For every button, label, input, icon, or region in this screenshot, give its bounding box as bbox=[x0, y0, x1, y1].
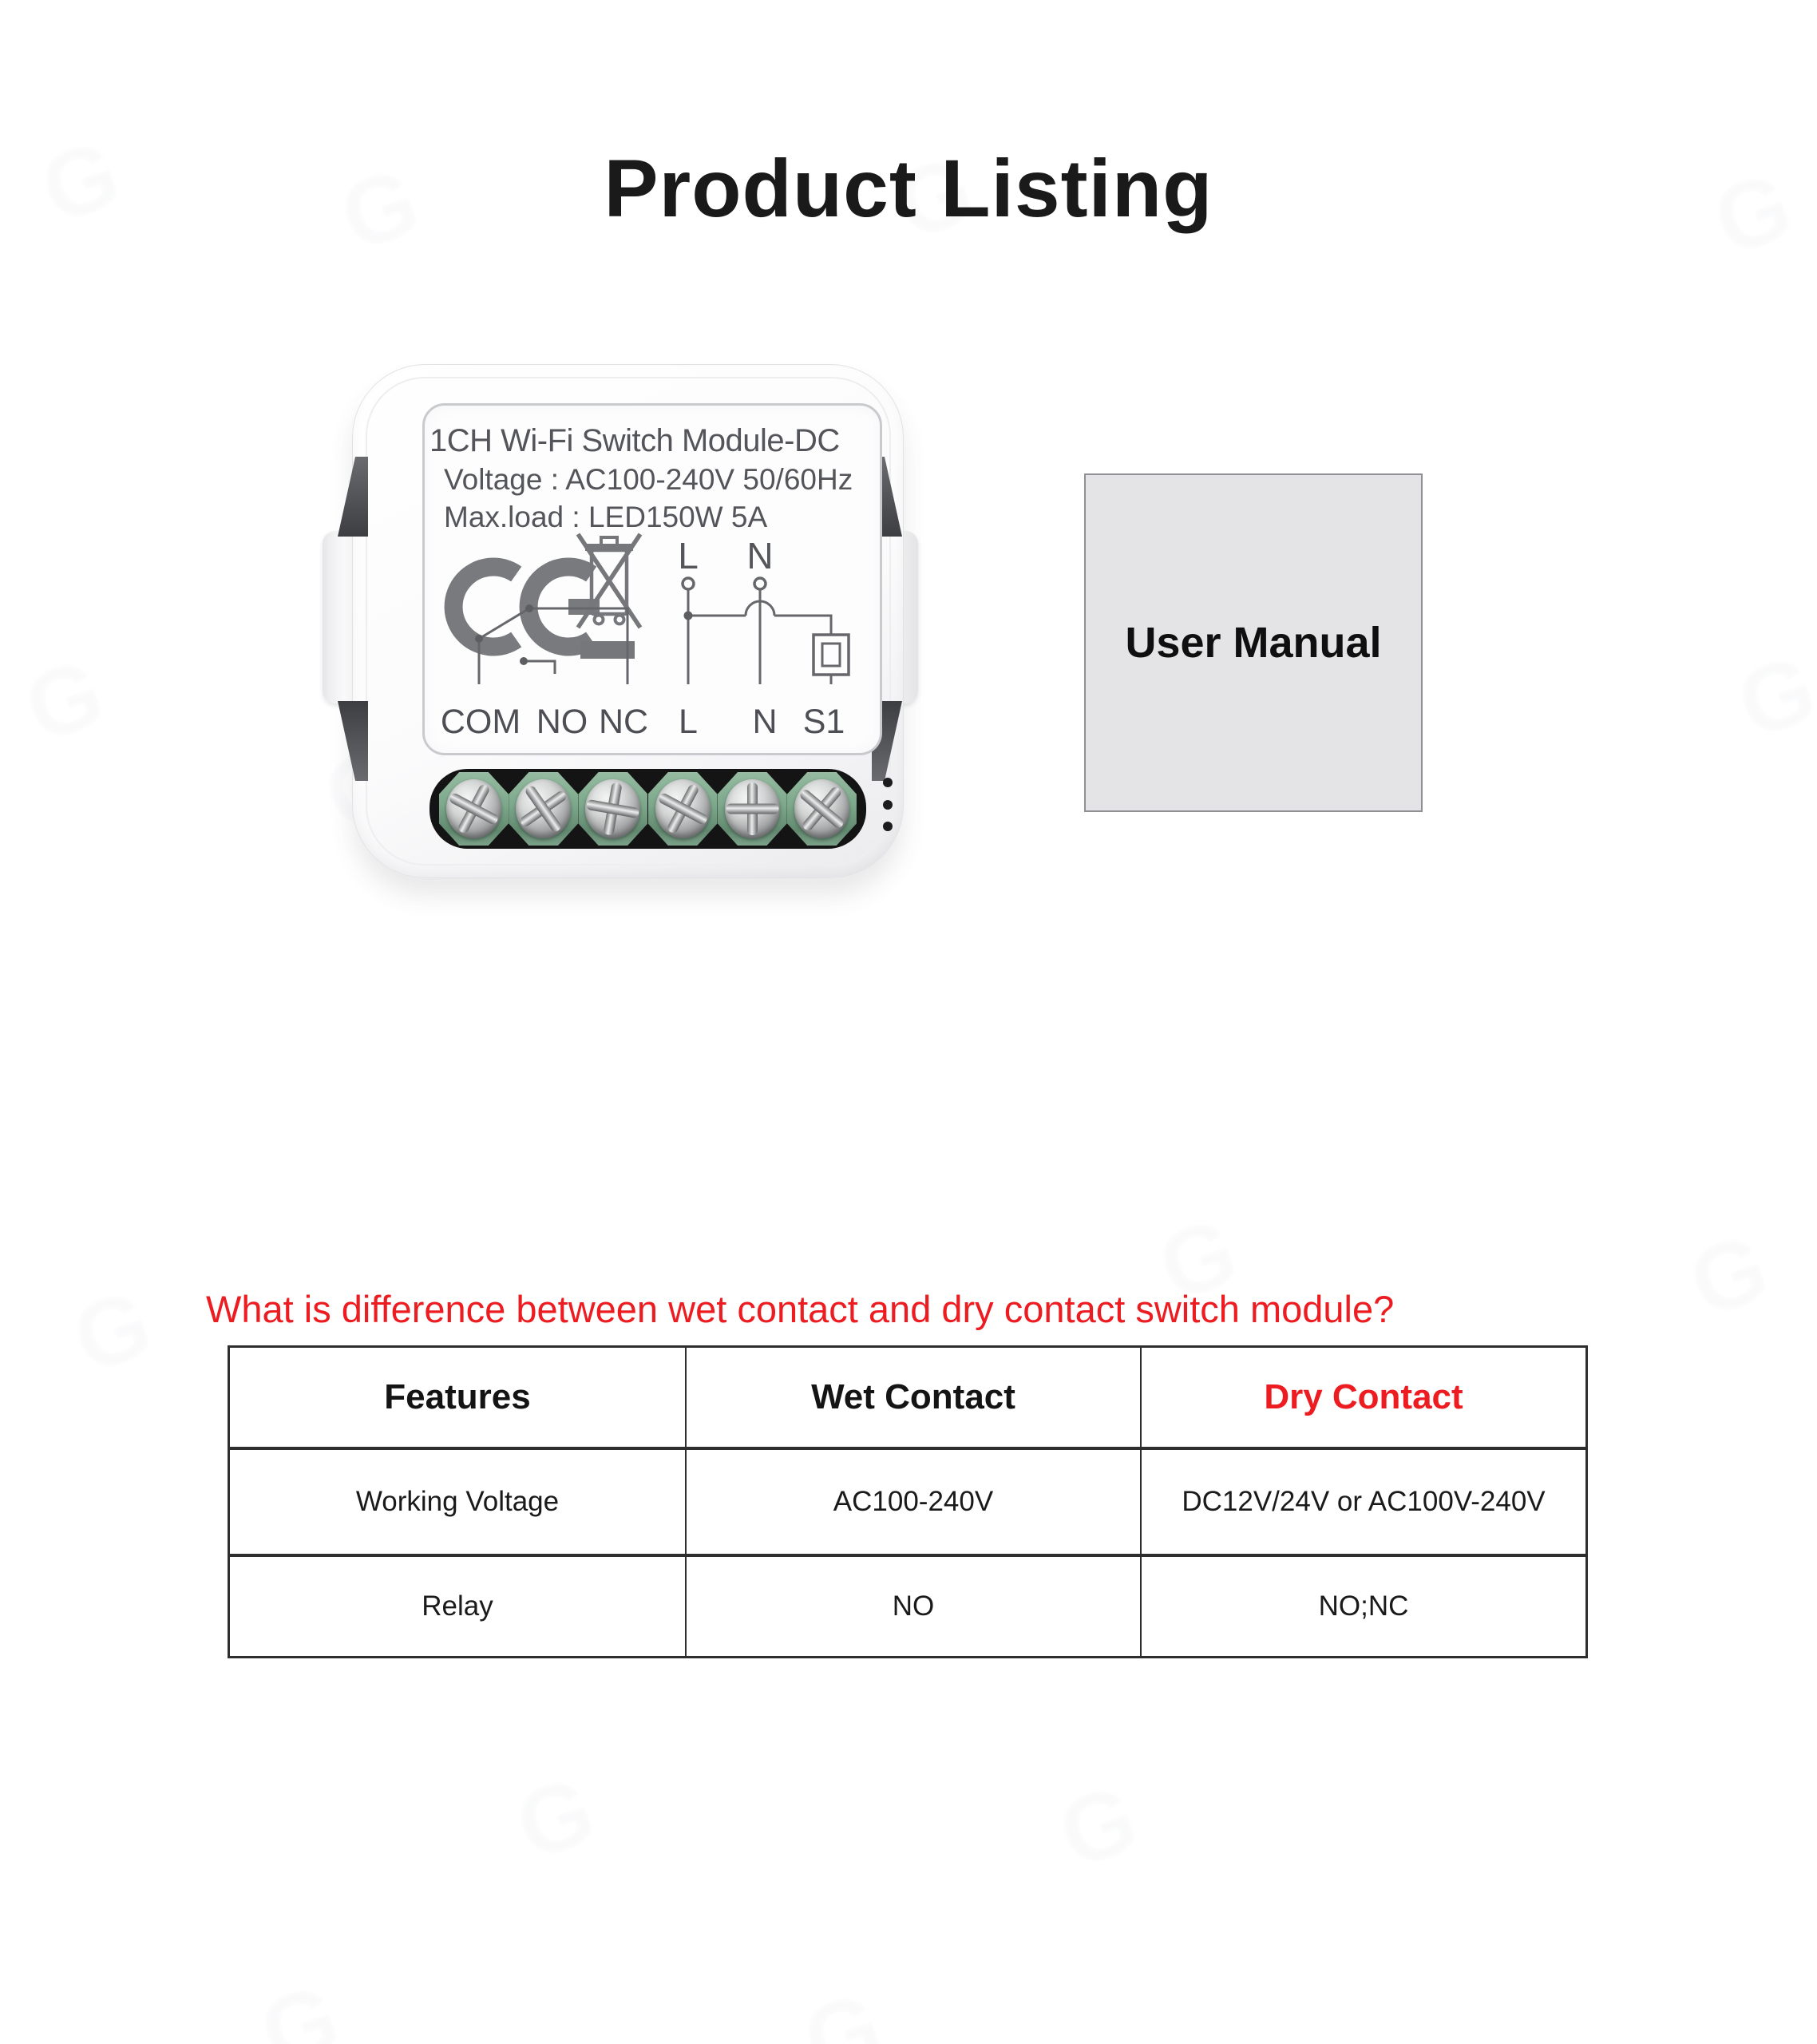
mains-wiring bbox=[678, 535, 849, 684]
terminal-label-l: L bbox=[679, 703, 698, 741]
header-wet-contact: Wet Contact bbox=[687, 1348, 1142, 1447]
brand-watermark bbox=[248, 1963, 351, 2044]
cell-dry-voltage: DC12V/24V or AC100V-240V bbox=[1182, 1486, 1546, 1517]
indicator-dot bbox=[883, 822, 893, 831]
terminal-com bbox=[439, 772, 509, 846]
diagram-neutral-label: N bbox=[746, 535, 774, 576]
terminal-label-com: COM bbox=[440, 703, 521, 741]
comparison-question: What is difference between wet contact and dry contact switch module? bbox=[206, 1288, 1395, 1330]
screw-icon bbox=[585, 779, 640, 838]
table-row bbox=[230, 1450, 1585, 1557]
screw-icon bbox=[725, 779, 780, 838]
screw-icon bbox=[655, 779, 711, 838]
indicator-dot bbox=[883, 778, 893, 787]
module-name-text: 1CH Wi-Fi Switch Module-DC bbox=[430, 423, 840, 458]
table-header-row bbox=[230, 1348, 1585, 1450]
user-manual-box bbox=[1084, 473, 1423, 812]
switch-module-image bbox=[335, 359, 974, 926]
side-notch-icon bbox=[338, 457, 368, 537]
table-row bbox=[230, 1557, 1585, 1656]
brand-watermark bbox=[13, 638, 116, 764]
module-maxload-text: Max.load : LED150W 5A bbox=[444, 501, 768, 533]
terminal-s1 bbox=[787, 772, 857, 846]
brand-watermark bbox=[1725, 634, 1817, 760]
brand-watermark bbox=[504, 1756, 607, 1882]
terminal-block bbox=[430, 769, 866, 849]
header-dry-contact: Dry Contact bbox=[1264, 1377, 1463, 1416]
brand-watermark bbox=[1677, 1213, 1780, 1339]
cell-wet-relay: NO bbox=[687, 1557, 1142, 1656]
cell-feature-voltage: Working Voltage bbox=[230, 1450, 687, 1554]
screw-icon bbox=[446, 779, 501, 838]
cell-wet-voltage: AC100-240V bbox=[687, 1450, 1142, 1554]
brand-watermark bbox=[61, 1269, 164, 1395]
cell-dry-relay: NO;NC bbox=[1318, 1590, 1409, 1622]
terminal-label-nc: NC bbox=[598, 703, 649, 741]
terminal-label-s1: S1 bbox=[802, 703, 845, 741]
terminal-l bbox=[648, 772, 718, 846]
terminal-no bbox=[509, 772, 578, 846]
comparison-table bbox=[228, 1345, 1588, 1658]
terminal-label-no: NO bbox=[536, 703, 588, 741]
cell-feature-relay: Relay bbox=[230, 1557, 687, 1656]
screw-icon bbox=[516, 779, 571, 838]
page-title: Product Listing bbox=[604, 143, 1213, 234]
terminal-n bbox=[718, 772, 787, 846]
diagram-live-label: L bbox=[678, 535, 699, 576]
screw-icon bbox=[794, 779, 849, 838]
wiring-diagram bbox=[422, 403, 877, 751]
side-notch-icon bbox=[338, 701, 368, 781]
indicator-dot bbox=[883, 800, 893, 810]
terminal-nc bbox=[578, 772, 647, 846]
terminal-label-n: N bbox=[752, 703, 778, 741]
brand-watermark bbox=[791, 1971, 894, 2044]
brand-watermark bbox=[1047, 1764, 1150, 1890]
user-manual-label: User Manual bbox=[1125, 619, 1382, 667]
header-features: Features bbox=[230, 1348, 687, 1447]
module-voltage-text: Voltage : AC100-240V 50/60Hz bbox=[444, 463, 853, 496]
